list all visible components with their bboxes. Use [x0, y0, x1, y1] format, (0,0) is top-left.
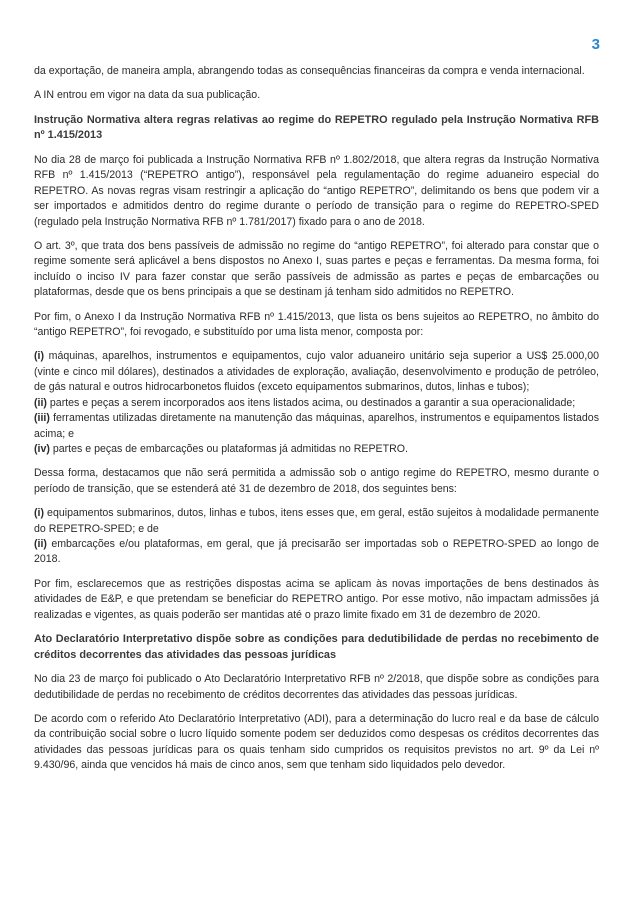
list-marker: (i): [34, 507, 44, 520]
list-item: [34, 411, 599, 442]
list-marker: (i): [34, 350, 44, 363]
list-item-text: partes e peças de embarcações ou plataformas já admitidas no REPETRO.: [52, 442, 408, 455]
list-item: [34, 349, 599, 395]
list-marker: (ii): [34, 537, 47, 550]
list-item: [34, 442, 599, 457]
list-item-text: embarcações e/ou plataformas, em geral, que já precisarão ser importadas sob o REPETRO-SPED ao longo de 2018.: [34, 537, 600, 566]
list-item-text: equipamentos submarinos, dutos, linhas e tubos, itens esses que, em geral, estão sujeitos à modalidade permanente do REPETRO-SPED; e de: [34, 507, 599, 535]
paragraph: No dia 28 de março foi publicada a Instrução Normativa RFB nº 1.802/2018, que altera regras da Instrução Normativa RFB nº 1.415/2013 (“REPETRO antigo”), responsável pela regulamentação do regime aduaneiro especial do REPETRO. As novas regras visam restringir a aplicação do “antigo REPETRO”, delimitando os bens que podem vir a ser importados e admitidos dentro do regime durante o período de transição para o regime do REPETRO-SPED (regulado pela Instrução Normativa RFB nº 1.781/2017) fixado para o ano de 2018.: [34, 154, 599, 228]
document-body: [34, 64, 599, 783]
list-marker: (ii): [34, 396, 47, 409]
list-item-text: ferramentas utilizadas diretamente na manutenção das máquinas, aparelhos, instrumentos e equipamentos listados acima; e: [34, 412, 599, 440]
list-item: [34, 537, 599, 568]
paragraph: Por fim, o Anexo I da Instrução Normativa RFB nº 1.415/2013, que lista os bens sujeitos ao REPETRO, no âmbito do “antigo REPETRO”, foi revogado, e substituído por uma lista menor, composta por:: [34, 310, 599, 339]
section-heading: Ato Declaratório Interpretativo dispõe sobre as condições para dedutibilidade de perdas no recebimento de créditos decorrentes das atividades das pessoas jurídicas: [34, 632, 599, 661]
paragraph: O art. 3º, que trata dos bens passíveis de admissão no regime do “antigo REPETRO”, foi alterado para constar que o regime somente será aplicável a bens dispostos no Anexo I, suas partes e peças e ferramentas. Da mesma forma, foi incluído o inciso IV para fazer constar que serão passíveis de admissão as partes e peças de embarcações ou plataformas, desde que os bens principais a que se destinam já tenham sido admitidos no REPETRO.: [34, 240, 599, 299]
spacer: [34, 457, 599, 466]
spacer: [34, 568, 599, 577]
paragraph: Dessa forma, destacamos que não será permitida a admissão sob o antigo regime do REPETRO, mesmo durante o período de transição, que se estenderá até 31 de dezembro de 2018, dos seguintes bens:: [34, 467, 599, 495]
list-item-text: partes e peças a serem incorporados aos itens listados acima, ou destinados a garantir a sua operacionalidade;: [49, 396, 576, 409]
list-item: [34, 396, 599, 411]
list-item-text: máquinas, aparelhos, instrumentos e equipamentos, cujo valor aduaneiro unitário seja superior a US$ 25.000,00 (vinte e cinco mil dólares), destinados a atividades de exploração, avaliação, desenvolvimento e produção de petróleo, de gás natural e outros hidrocarbonetos fluidos (exceto equipamentos submarinos, dutos, linhas e tubos);: [34, 350, 599, 394]
paragraph: da exportação, de maneira ampla, abrangendo todas as consequências financeiras da compra e venda internacional.: [34, 65, 585, 77]
list-item: [34, 506, 599, 537]
paragraph: No dia 23 de março foi publicado o Ato Declaratório Interpretativo RFB nº 2/2018, que dispõe sobre as condições para dedutibilidade de perdas no recebimento de créditos decorrentes das atividades das pessoas jurídicas.: [34, 673, 599, 701]
paragraph: De acordo com o referido Ato Declaratório Interpretativo (ADI), para a determinação do lucro real e da base de cálculo da contribuição social sobre o lucro líquido somente podem ser deduzidos como despesas os créditos decorrentes das atividades das pessoas jurídicas para os quais tenham sido cumpridos os requisitos previstos no art. 9º da Lei nº 9.430/96, ainda que vencidos há mais de cinco anos, sem que tenham sido liquidados pelo devedor.: [34, 712, 599, 772]
paragraph: Por fim, esclarecemos que as restrições dispostas acima se aplicam às novas importações de bens destinados às atividades de E&P, e que pretendam se beneficiar do REPETRO antigo. Por esse motivo, não impactam admissões já realizadas e vigentes, as quais poderão ser mantidas até o prazo limite fixado em 31 de dezembro de 2020.: [34, 577, 599, 621]
list-marker: (iii): [34, 412, 50, 425]
list-marker: (iv): [34, 442, 50, 455]
section-heading: Instrução Normativa altera regras relativas ao regime do REPETRO regulado pela Instrução Normativa RFB nº 1.415/2013: [34, 113, 599, 142]
page-number: 3: [591, 36, 600, 53]
paragraph: A IN entrou em vigor na data da sua publicação.: [34, 89, 261, 102]
